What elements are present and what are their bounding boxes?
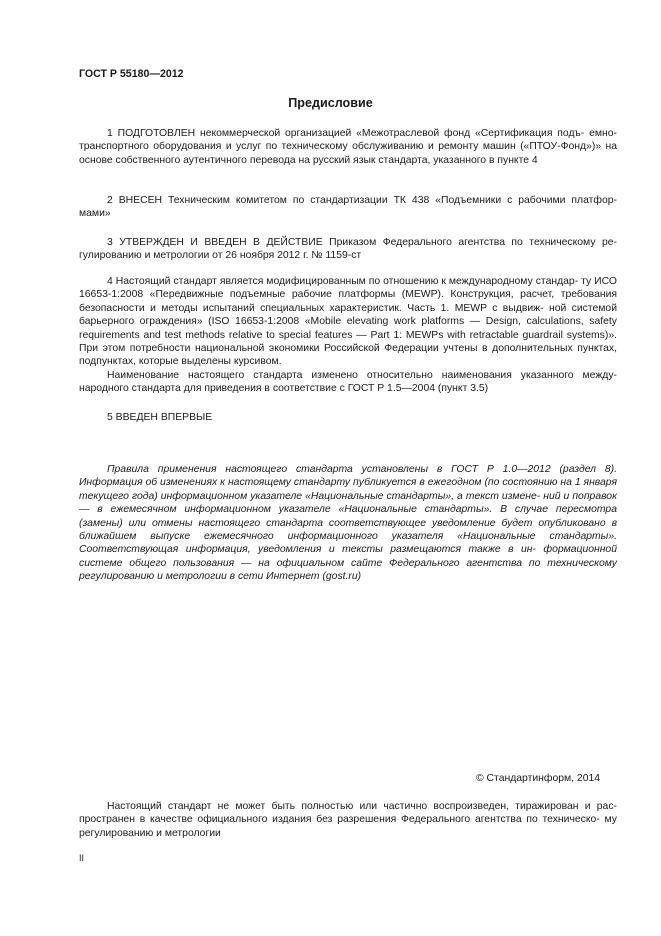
reproduction-notice-text: Настоящий стандарт не может быть полностью или частично воспроизведен, тиражирован и рас- пространен в качестве официального издания без разрешения Федерального агентства по техническо- му регулированию и метрологии	[79, 801, 617, 839]
copyright-notice: © Стандартинформ, 2014	[476, 773, 601, 784]
rules-notice-text: Правила применения настоящего стандарта установлены в ГОСТ Р 1.0—2012 (раздел 8). Информация об изменениях к настоящему стандарту публикуется в ежегодном (по состоянию на 1 января текущего года) информационном указателе «Национальные стандарты», а текст измене- ний и поправок — в ежемесячном информационном указателе «Национальные стандарты». В случае пересмотра (замены) или отмены настоящего стандарта соответствующее уведомление будет опубликовано в ближайшем выпуске ежемесячного информационного указателя «Национальные стандарты». Соответствующая информация, уведомления и тексты размещаются также в ин- формационной системе общего пользования — на официальном сайте Федерального агентства по техническому регулированию и метрологии в сети Интернет (gost.ru)	[79, 464, 617, 583]
foreword-item-4	[79, 275, 617, 396]
foreword-item-3	[79, 236, 617, 263]
foreword-item-3-text: 3 УТВЕРЖДЕН И ВВЕДЕН В ДЕЙСТВИЕ Приказом Федерального агентства по техническому ре- гулированию и метрологии от 26 ноября 2012 г. № 1159-ст	[79, 237, 617, 262]
page-title: Предисловие	[288, 96, 373, 110]
foreword-item-4-name-change: Наименование настоящего стандарта изменено относительно наименования указанного между- народного стандарта для приведения в соответствие с ГОСТ Р 1.5—2004 (пункт 3.5)	[79, 369, 617, 395]
foreword-item-2	[79, 194, 617, 221]
foreword-item-4-text: 4 Настоящий стандарт является модифицированным по отношению к международному стандар- ту ИСО 16653-1:2008 «Передвижные подъемные рабочие платформы (MEWP). Конструкция, расчет, требования безопасности и методы испытаний специальных характеристик. Часть 1. MEWP с выдвиж- ной системой барьерного ограждения» (ISO 16653-1:2008 «Mobile elevating work platforms — Design, calculations, safety requirements and test methods relative to special features — Part 1: MEWPs with retractable guardrail systems)». При этом потребности национальной экономики Российской Федерации учтены в дополнительных пунктах, подпунктах, которые выделены курсивом.	[79, 276, 618, 368]
page-number: II	[79, 853, 85, 863]
foreword-item-1-text: 1 ПОДГОТОВЛЕН некоммерческой организацией «Межотраслевой фонд «Сертификация подъ- емно-транспортного оборудования и услуг по техническому обслуживанию и ремонту машин («ПТОУ-Фонд»)» на основе собственного аутентичного перевода на русский язык стандарта, указанного в пункте 4	[79, 128, 618, 166]
foreword-item-2-text: 2 ВНЕСЕН Техническим комитетом по стандартизации ТК 438 «Подъемники с рабочими платфор- мами»	[79, 195, 617, 220]
foreword-item-5-text: 5 ВВЕДЕН ВПЕРВЫЕ	[107, 412, 213, 423]
foreword-item-5	[79, 411, 617, 424]
reproduction-notice	[79, 800, 617, 840]
foreword-item-1	[79, 127, 617, 167]
standard-identifier: ГОСТ Р 55180—2012	[79, 68, 184, 80]
rules-notice	[79, 463, 617, 584]
